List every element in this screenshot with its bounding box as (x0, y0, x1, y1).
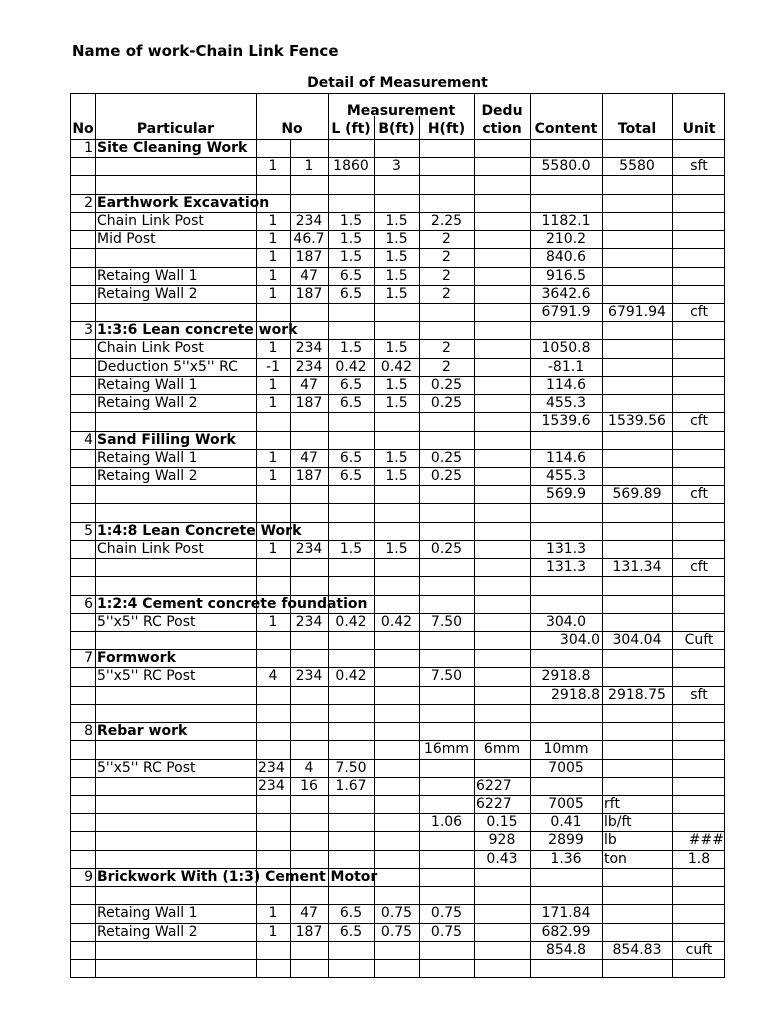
grid-line-horizontal (71, 576, 724, 577)
cell-qty: 1 (268, 212, 278, 229)
cell-b: 1.5 (385, 467, 408, 484)
cell-h: 0.25 (430, 395, 463, 412)
cell-l: 1.5 (339, 540, 363, 557)
header-deduction-bottom: ction (482, 121, 522, 137)
cell-content: 6791.9 (541, 303, 591, 320)
cell-particular: 5''x5'' RC Post (97, 668, 196, 685)
cell-qty: 1 (268, 158, 278, 175)
cell-no: 4 (84, 431, 93, 448)
cell-no: 7 (84, 650, 93, 667)
cell-cnt: 47 (300, 905, 318, 922)
header-total: Total (617, 121, 657, 137)
cell-h: 2 (442, 267, 451, 284)
cell-total: 131.34 (612, 559, 662, 576)
cell-total: ton (604, 850, 627, 867)
cell-total: lb/ft (604, 814, 632, 831)
cell-cnt: 46.7 (293, 231, 325, 248)
cell-b: 0.42 (380, 358, 413, 375)
cell-particular: Retaing Wall 2 (97, 923, 198, 940)
cell-no: 1 (84, 140, 93, 156)
cell-b: 1.5 (385, 395, 408, 412)
cell-particular: 1:4:8 Lean Concrete Work (97, 522, 302, 539)
cell-qty: 1 (268, 376, 278, 393)
cell-qty: 1 (268, 905, 278, 922)
grid-line-horizontal (71, 777, 724, 778)
cell-particular: 5''x5'' RC Post (97, 759, 196, 776)
cell-cnt: 234 (295, 613, 323, 630)
cell-l: 6.5 (339, 905, 363, 922)
cell-l: 1.5 (339, 340, 363, 357)
cell-l: 1860 (333, 158, 369, 175)
cell-l: 6.5 (339, 376, 363, 393)
cell-unit: cft (690, 486, 708, 503)
cell-cnt: 187 (295, 923, 323, 940)
cell-unit: sft (690, 686, 708, 703)
cell-content: 7005 (548, 795, 584, 812)
cell-cnt: 47 (300, 267, 318, 284)
cell-qty: 234 (258, 777, 285, 794)
cell-content: 3642.6 (541, 285, 591, 302)
cell-unit: cuft (685, 941, 713, 958)
cell-ded: 0.43 (486, 850, 518, 867)
cell-content: 210.2 (545, 231, 587, 248)
cell-ded: 0.15 (486, 814, 518, 831)
grid-line-vertical (95, 94, 96, 977)
cell-qty: 234 (258, 759, 285, 776)
cell-l: 6.5 (339, 267, 363, 284)
cell-total: 854.83 (612, 941, 662, 958)
cell-particular: Retaing Wall 2 (97, 467, 198, 484)
cell-content: 854.8 (545, 941, 587, 958)
cell-content: 171.84 (541, 905, 591, 922)
cell-content: -81.1 (547, 358, 585, 375)
header-breadth: B(ft) (378, 121, 415, 137)
cell-content: 840.6 (545, 249, 587, 266)
cell-content: 1050.8 (541, 340, 591, 357)
cell-no: 2 (84, 194, 93, 211)
cell-qty: 1 (268, 285, 278, 302)
cell-qty: 1 (268, 267, 278, 284)
cell-total: 304.04 (612, 631, 662, 648)
cell-h: 2.25 (430, 212, 463, 229)
cell-particular: Deduction 5''x5'' RC (97, 358, 238, 375)
cell-h: 0.75 (430, 905, 463, 922)
cell-cnt: 234 (295, 668, 323, 685)
cell-b: 1.5 (385, 231, 408, 248)
cell-l: 0.42 (335, 358, 367, 375)
header-content: Content (534, 121, 598, 137)
cell-no: 6 (84, 595, 93, 612)
cell-content: 1539.6 (541, 413, 591, 430)
cell-qty: 1 (268, 395, 278, 412)
cell-particular: 1:3:6 Lean concrete work (97, 322, 298, 339)
cell-cnt: 47 (300, 449, 318, 466)
cell-particular: Retaing Wall 1 (97, 267, 198, 284)
cell-cnt: 234 (295, 358, 323, 375)
cell-cnt: 16 (300, 777, 318, 794)
cell-no: 9 (84, 868, 93, 885)
cell-b: 1.5 (385, 376, 408, 393)
cell-b: 1.5 (385, 540, 408, 557)
cell-content: 1182.1 (541, 212, 591, 229)
cell-b: 1.5 (385, 285, 408, 302)
cell-unit: cft (690, 303, 708, 320)
cell-particular: Retaing Wall 1 (97, 449, 198, 466)
cell-content: 682.99 (541, 923, 591, 940)
cell-cnt: 187 (295, 285, 323, 302)
header-no: No (72, 121, 94, 137)
cell-content: 304.0 (559, 631, 600, 648)
cell-unit: cft (690, 413, 708, 430)
cell-b: 1.5 (385, 449, 408, 466)
cell-content: 5580.0 (541, 158, 591, 175)
cell-unit: 1.8 (687, 850, 711, 867)
grid-line-vertical (672, 94, 673, 977)
cell-b: 3 (392, 158, 401, 175)
cell-particular: Retaing Wall 2 (97, 285, 198, 302)
cell-h: 0.25 (430, 376, 463, 393)
cell-ded: 928 (488, 832, 516, 849)
cell-particular: 1:2:4 Cement concrete foundation (97, 595, 368, 612)
grid-line-vertical (374, 116, 375, 139)
cell-no: 8 (84, 723, 93, 740)
cell-particular: Formwork (97, 650, 176, 667)
cell-b: 0.75 (380, 923, 413, 940)
cell-particular: Chain Link Post (97, 212, 204, 229)
cell-cnt: 187 (295, 395, 323, 412)
cell-content: 916.5 (545, 267, 587, 284)
cell-unit: sft (690, 158, 708, 175)
cell-cnt: 4 (304, 759, 314, 776)
cell-particular: Rebar work (97, 723, 188, 740)
cell-cnt: 187 (295, 467, 323, 484)
cell-particular: Chain Link Post (97, 540, 204, 557)
grid-line-horizontal (71, 175, 724, 176)
cell-content: 10mm (543, 741, 589, 758)
cell-h: 0.25 (430, 467, 463, 484)
cell-cnt: 234 (295, 212, 323, 229)
cell-h: 16mm (423, 741, 470, 758)
cell-l: 0.42 (335, 668, 367, 685)
cell-unit: cft (690, 559, 708, 576)
cell-content: 114.6 (545, 449, 587, 466)
cell-qty: 1 (268, 613, 278, 630)
cell-qty: 1 (268, 231, 278, 248)
cell-b: 1.5 (385, 267, 408, 284)
document-title: Name of work-Chain Link Fence (72, 42, 339, 60)
header-unit: Unit (682, 121, 716, 137)
cell-unit: ### (688, 832, 724, 849)
cell-total: 6791.94 (608, 303, 666, 320)
cell-content: 569.9 (545, 486, 587, 503)
cell-qty: 1 (268, 340, 278, 357)
cell-content: 131.3 (545, 540, 587, 557)
cell-l: 1.5 (339, 249, 363, 266)
cell-h: 0.75 (430, 923, 463, 940)
cell-qty: 1 (268, 449, 278, 466)
cell-particular: Mid Post (97, 231, 156, 248)
cell-content: 455.3 (545, 395, 587, 412)
grid-line-horizontal (71, 959, 724, 960)
cell-ded: 6227 (476, 795, 512, 812)
cell-particular: Retaing Wall 2 (97, 395, 198, 412)
cell-particular: Earthwork Excavation (97, 194, 270, 211)
cell-h: 2 (442, 285, 451, 302)
cell-h: 7.50 (430, 613, 463, 630)
cell-particular: Retaing Wall 1 (97, 376, 198, 393)
header-particular: Particular (136, 121, 215, 137)
cell-b: 0.42 (380, 613, 413, 630)
cell-h: 2 (442, 249, 451, 266)
cell-l: 6.5 (339, 285, 363, 302)
cell-cnt: 234 (295, 340, 323, 357)
cell-particular: Retaing Wall 1 (97, 905, 198, 922)
cell-total: lb (604, 832, 617, 849)
measurement-table (70, 93, 725, 978)
cell-cnt: 47 (300, 376, 318, 393)
cell-total: 1539.56 (608, 413, 666, 430)
cell-l: 7.50 (335, 759, 367, 776)
cell-h: 1.06 (430, 814, 463, 831)
cell-content: 2899 (548, 832, 584, 849)
cell-no: 3 (84, 322, 93, 339)
cell-h: 2 (442, 231, 451, 248)
cell-b: 0.75 (380, 905, 413, 922)
cell-content: 455.3 (545, 467, 587, 484)
cell-h: 2 (442, 340, 451, 357)
cell-l: 1.5 (339, 212, 363, 229)
header-length: L (ft) (331, 121, 371, 137)
cell-content: 131.3 (545, 559, 587, 576)
cell-content: 2918.8 (551, 686, 600, 703)
cell-unit: Cuft (684, 631, 714, 648)
cell-cnt: 234 (295, 540, 323, 557)
cell-cnt: 187 (295, 249, 323, 266)
cell-total: 5580 (619, 158, 655, 175)
cell-qty: 4 (268, 668, 278, 685)
cell-qty: 1 (268, 540, 278, 557)
cell-qty: 1 (268, 923, 278, 940)
cell-h: 0.25 (430, 540, 463, 557)
grid-line-vertical (419, 116, 420, 139)
cell-total: rft (604, 795, 620, 812)
cell-no: 5 (84, 522, 93, 539)
cell-l: 6.5 (339, 923, 363, 940)
cell-content: 1.36 (550, 850, 582, 867)
cell-l: 1.67 (335, 777, 367, 794)
cell-particular: Site Cleaning Work (97, 140, 248, 156)
grid-line-horizontal (71, 886, 724, 887)
cell-b: 1.5 (385, 212, 408, 229)
cell-l: 6.5 (339, 467, 363, 484)
grid-line-horizontal (71, 704, 724, 705)
cell-particular: Brickwork With (1:3) Cement Motor (97, 868, 378, 885)
cell-qty: 1 (268, 249, 278, 266)
cell-content: 304.0 (545, 613, 587, 630)
cell-l: 1.5 (339, 231, 363, 248)
grid-line-vertical (602, 94, 603, 977)
cell-b: 1.5 (385, 249, 408, 266)
cell-particular: Chain Link Post (97, 340, 204, 357)
cell-total: 569.89 (612, 486, 662, 503)
cell-h: 7.50 (430, 668, 463, 685)
cell-particular: 5''x5'' RC Post (97, 613, 196, 630)
cell-cnt: 1 (304, 158, 314, 175)
cell-h: 0.25 (430, 449, 463, 466)
cell-qty: 1 (268, 467, 278, 484)
header-count: No (281, 121, 303, 137)
cell-qty: -1 (266, 358, 280, 375)
cell-h: 2 (442, 358, 451, 375)
cell-content: 7005 (548, 759, 584, 776)
cell-l: 6.5 (339, 449, 363, 466)
cell-l: 6.5 (339, 395, 363, 412)
grid-line-horizontal (71, 740, 724, 741)
header-deduction-top: Dedu (481, 103, 523, 119)
cell-particular: Sand Filling Work (97, 431, 236, 448)
table-caption: Detail of Measurement (307, 75, 488, 91)
cell-total: 2918.75 (608, 686, 666, 703)
cell-b: 1.5 (385, 340, 408, 357)
grid-line-horizontal (71, 503, 724, 504)
cell-ded: 6mm (483, 741, 521, 758)
cell-ded: 6227 (476, 777, 512, 794)
cell-l: 0.42 (335, 613, 367, 630)
cell-content: 114.6 (545, 376, 587, 393)
header-measurement: Measurement (346, 103, 456, 119)
cell-content: 0.41 (550, 814, 582, 831)
cell-content: 2918.8 (541, 668, 591, 685)
header-height: H(ft) (427, 121, 466, 137)
